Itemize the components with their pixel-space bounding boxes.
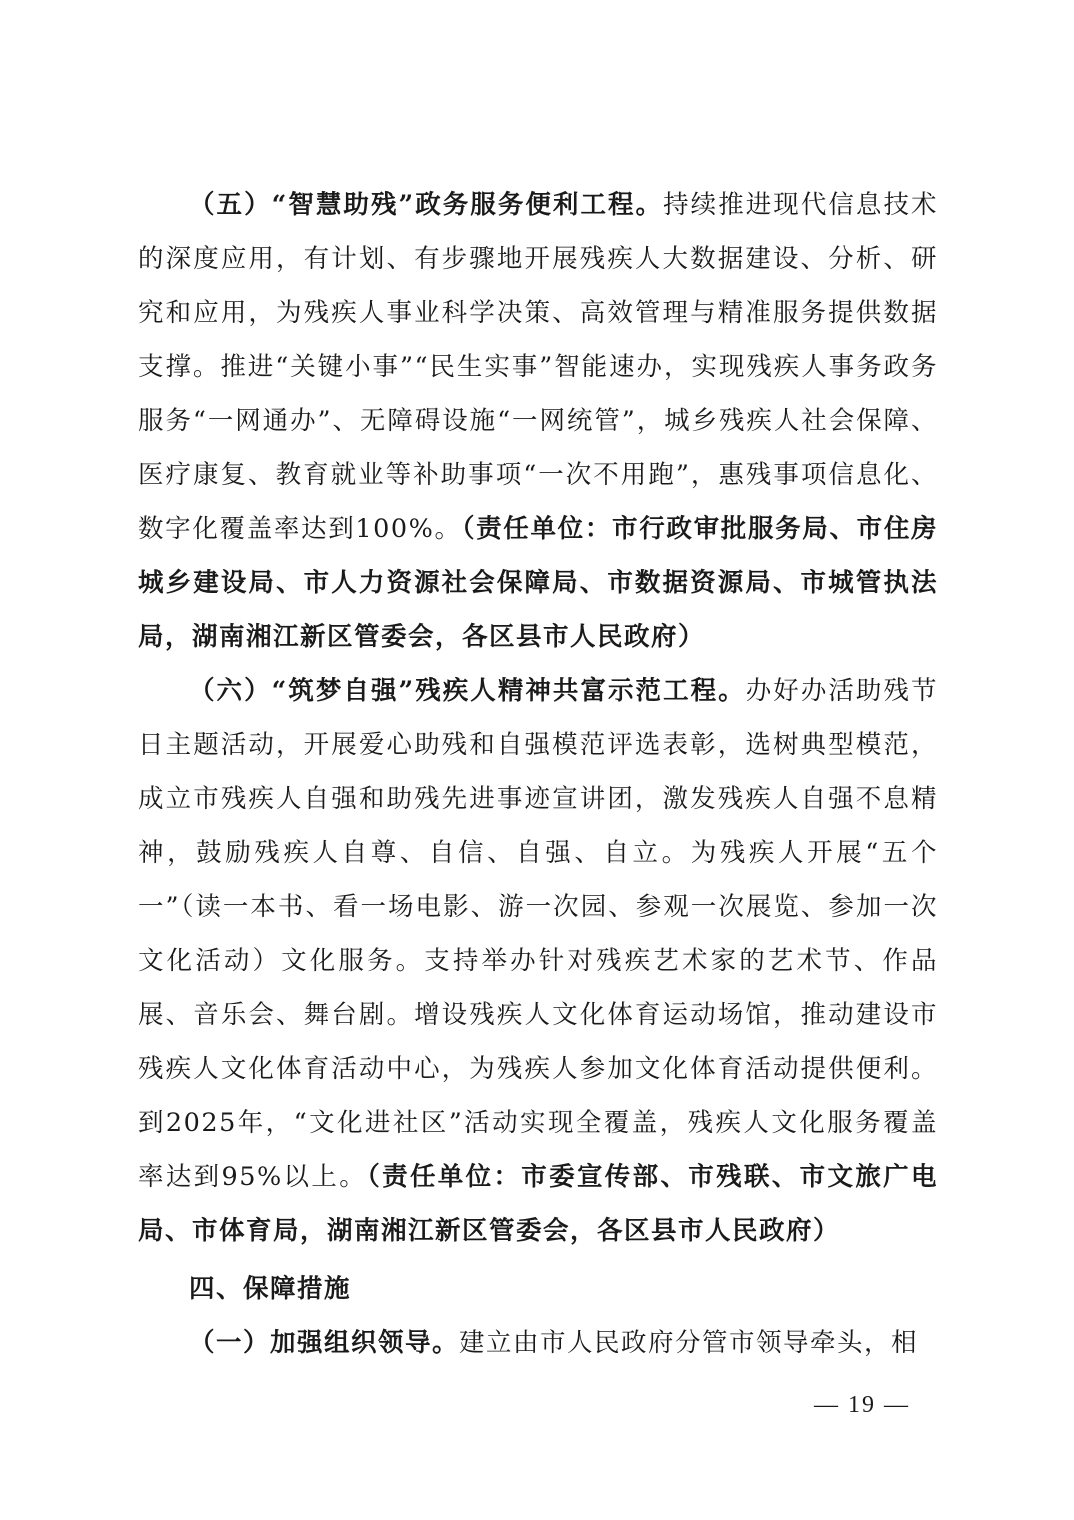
page-number: — 19 —	[814, 1392, 910, 1418]
paragraph-lead: （六）“筑梦自强”残疾人精神共富示范工程。	[189, 676, 746, 706]
body-text	[138, 178, 938, 1370]
section-heading: 四、保障措施	[189, 1274, 352, 1304]
paragraph-lead: （一）加强组织领导。	[189, 1328, 460, 1358]
paragraph-organization-leadership	[138, 1316, 938, 1370]
paragraph-body: 建立由市人民政府分管市领导牵头，相	[459, 1328, 919, 1358]
responsibility-units: （责任单位：市行政审批服务局、市住房城乡建设局、市人力资源社会保障局、市数据资源局、市城管执法局，湖南湘江新区管委会，各区县市人民政府）	[138, 514, 938, 652]
paragraph-body: 办好办活助残节日主题活动，开展爱心助残和自强模范评选表彰，选树典型模范，成立市残疾人自强和助残先进事迹宣讲团，激发残疾人自强不息精神，鼓励残疾人自尊、自信、自强、自立。为残疾人开展“五个一”（读一本书、看一场电影、游一次园、参观一次展览、参加一次文化活动）文化服务。支持举办针对残疾艺术家的艺术节、作品展、音乐会、舞台剧。增设残疾人文化体育运动场馆，推动建设市残疾人文化体育活动中心，为残疾人参加文化体育活动提供便利。到2025年，“文化进社区”活动实现全覆盖，残疾人文化服务覆盖率达到95%以上。	[138, 676, 938, 1192]
paragraph-dream-self-reliance	[138, 664, 938, 1258]
paragraph-body: 持续推进现代信息技术的深度应用，有计划、有步骤地开展残疾人大数据建设、分析、研究和应用，为残疾人事业科学决策、高效管理与精准服务提供数据支撑。推进“关键小事”“民生实事”智能速办，实现残疾人事务政务服务“一网通办”、无障碍设施“一网统管”，城乡残疾人社会保障、医疗康复、教育就业等补助事项“一次不用跑”，惠残事项信息化、数字化覆盖率达到100%。	[138, 190, 938, 544]
paragraph-smart-disability-assistance	[138, 178, 938, 664]
responsibility-units: （责任单位：市委宣传部、市残联、市文旅广电局、市体育局，湖南湘江新区管委会，各区县市人民政府）	[138, 1162, 938, 1246]
paragraph-lead: （五）“智慧助残”政务服务便利工程。	[189, 190, 664, 220]
